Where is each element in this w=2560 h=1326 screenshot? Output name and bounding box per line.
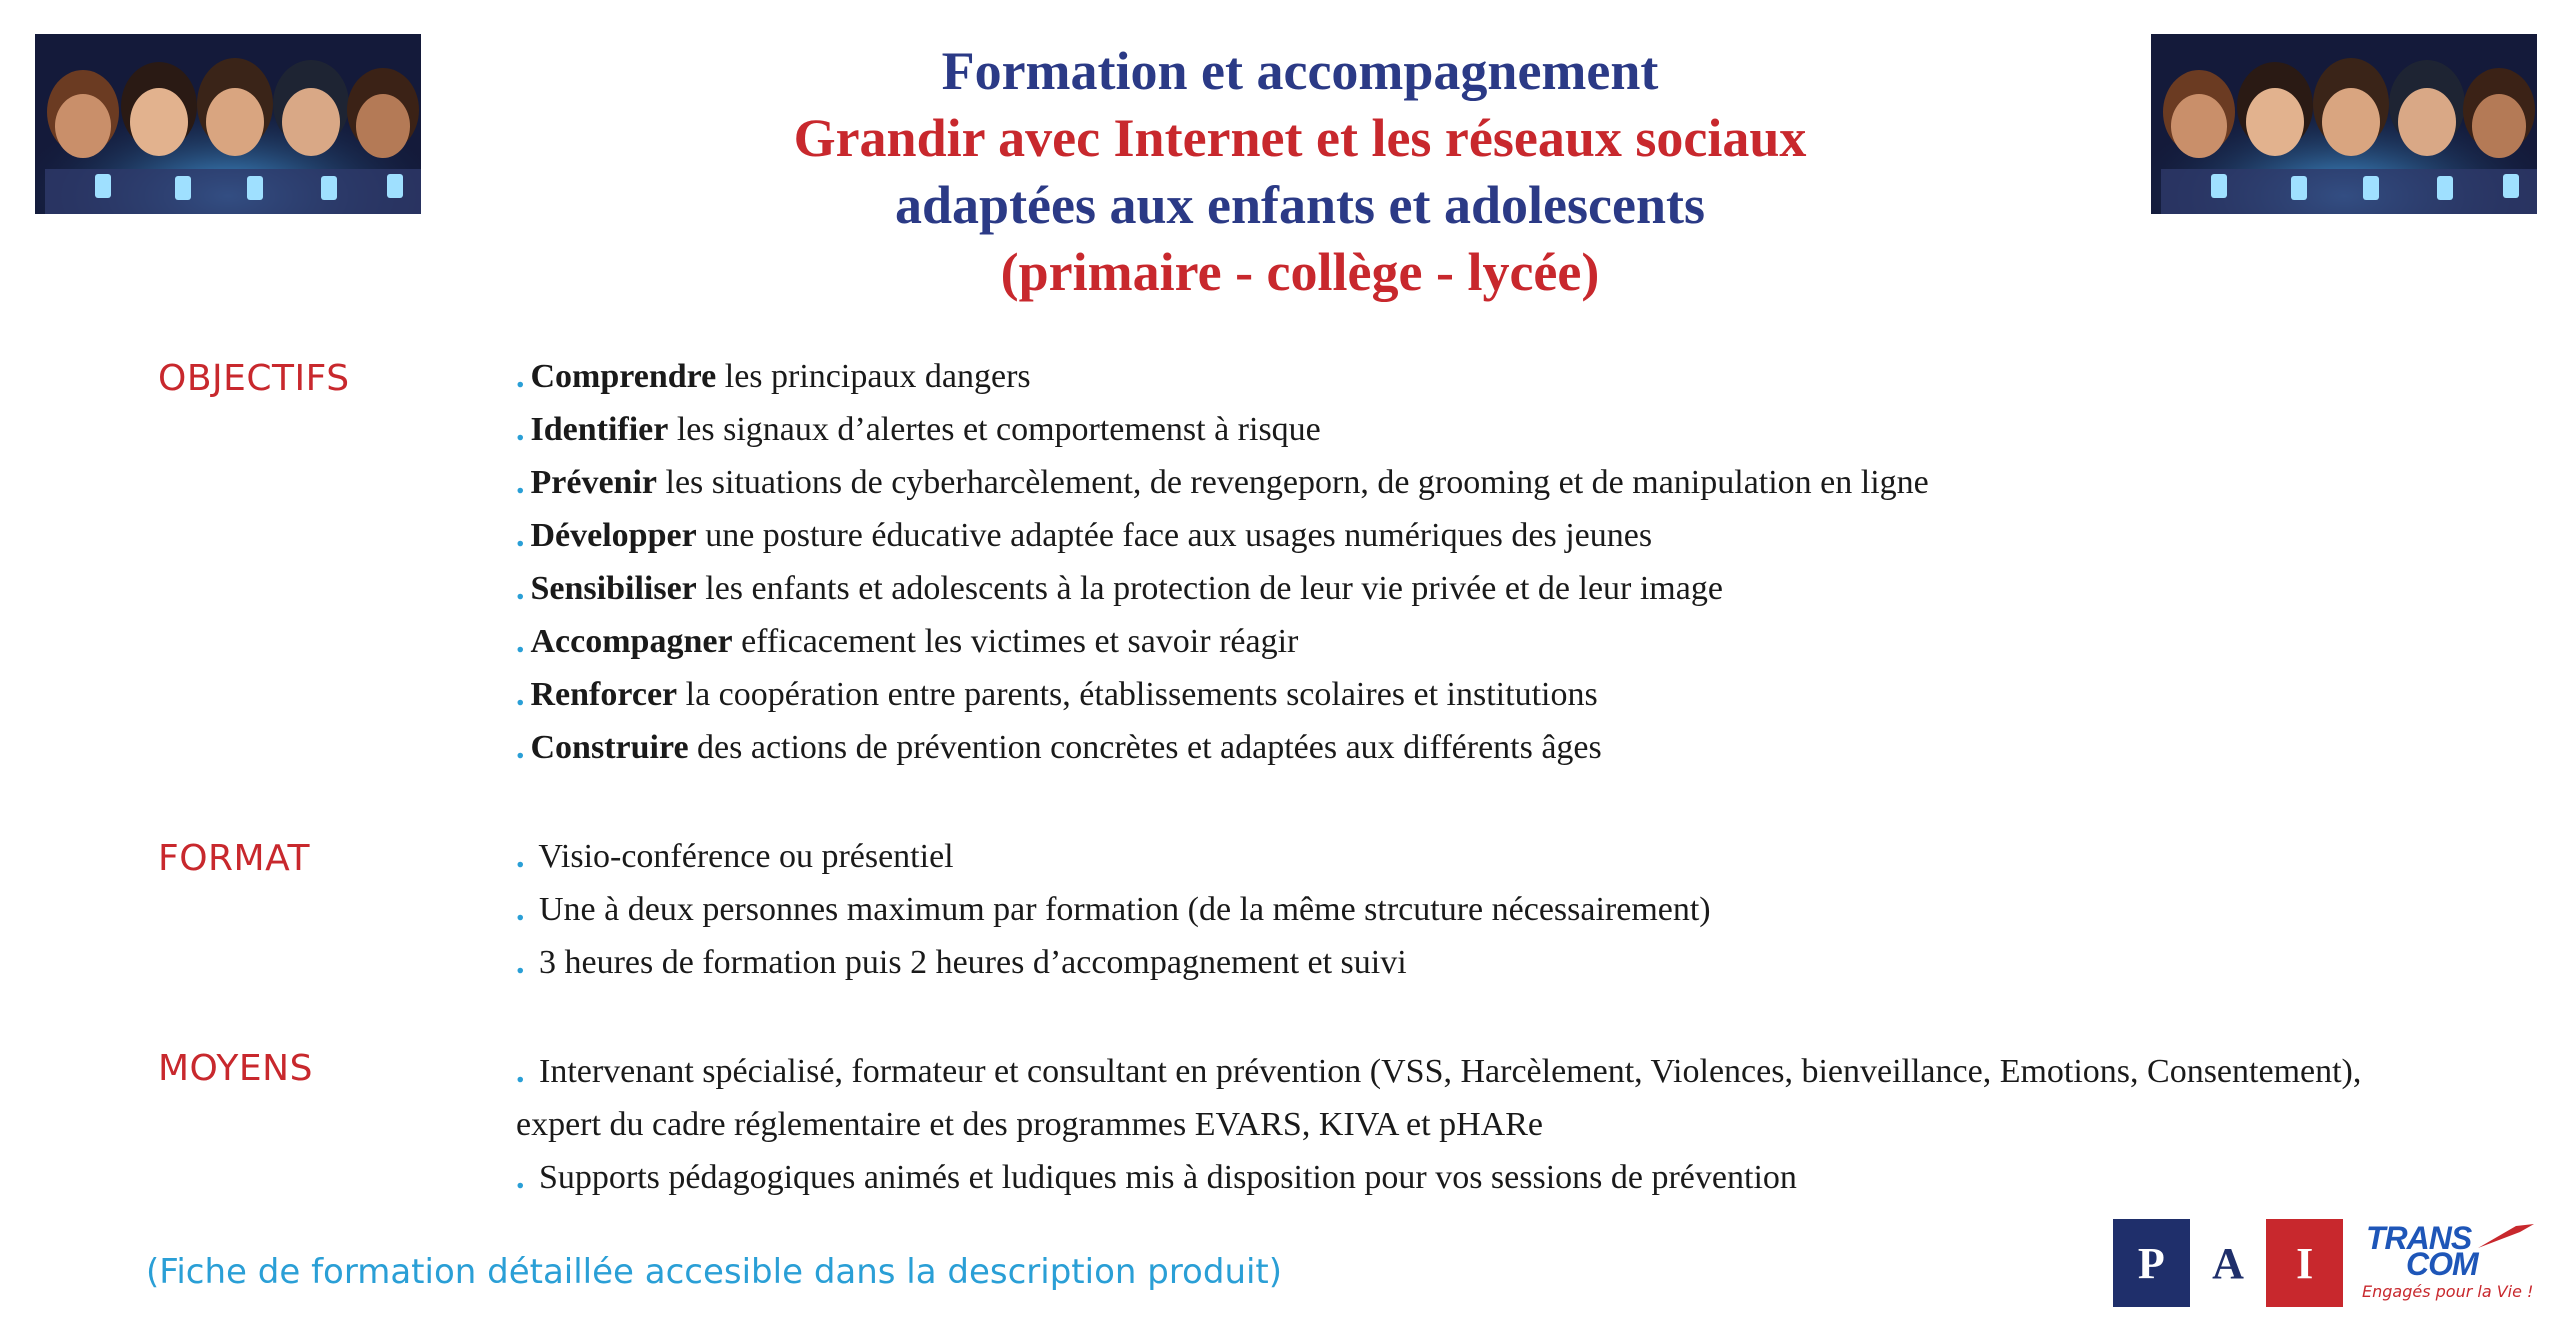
objectif-item [516,562,2386,615]
bullet-dot: . [516,358,525,395]
objectif-text: les enfants et adolescents à la protection de leur vie privée et de leur image [696,570,1723,607]
children-phones-illustration-icon [2151,34,2537,214]
title-line-4: (primaire - collège - lycée) [1000,242,1600,302]
objectif-item [516,403,2386,456]
transcom-slogan: Engagés pour la Vie ! [2362,1282,2534,1301]
footer-note: (Fiche de formation détaillée accesible dans la description produit) [146,1252,1283,1292]
bullet-dot: . [516,1053,525,1090]
transcom-swoosh-icon [2476,1222,2536,1252]
moyens-list [516,1045,2396,1204]
moyens-text: Supports pédagogiques animés et ludiques mis à disposition pour vos sessions de prévention [530,1159,1797,1196]
objectif-text: les situations de cyberharcèlement, de revengeporn, de grooming et de manipulation en ligne [657,464,1929,501]
objectif-item [516,668,2386,721]
objectif-keyword: Construire [530,729,689,766]
bullet-dot: . [516,464,525,501]
objectif-text: les principaux dangers [716,358,1031,395]
objectifs-list [516,350,2386,774]
children-phones-illustration-icon [35,34,421,214]
section-label-objectifs: OBJECTIFS [158,358,350,399]
bullet-dot: . [516,1159,525,1196]
transcom-line-1: TRANS [2366,1220,2472,1256]
format-text: Une à deux personnes maximum par formation (de la même strcuture nécessairement) [530,891,1711,928]
objectif-keyword: Comprendre [530,358,717,395]
bullet-dot: . [516,838,525,875]
pai-logo [2113,1219,2343,1307]
bullet-dot: . [516,729,525,766]
bullet-dot: . [516,676,525,713]
format-item [516,830,2386,883]
objectif-item [516,350,2386,403]
objectif-text: la coopération entre parents, établissements scolaires et institutions [677,676,1598,713]
title-line-1: Formation et accompagnement [941,41,1659,101]
objectif-keyword: Sensibiliser [530,570,697,607]
pai-letter-i: I [2266,1219,2343,1307]
format-text: Visio-conférence ou présentiel [530,838,954,875]
objectif-item [516,509,2386,562]
bullet-dot: . [516,944,525,981]
format-text: 3 heures de formation puis 2 heures d’accompagnement et suivi [530,944,1407,981]
title-line-2: Grandir avec Internet et les réseaux sociaux [793,108,1807,168]
bullet-dot: . [516,891,525,928]
objectif-text: les signaux d’alertes et comportemenst à risque [668,411,1321,448]
objectif-keyword: Renforcer [530,676,678,713]
bullet-dot: . [516,570,525,607]
children-phones-image-right [2151,34,2537,214]
objectif-keyword: Prévenir [530,464,657,501]
transcom-line-2: COM [2406,1246,2478,1282]
objectif-text: efficacement les victimes et savoir réagir [732,623,1299,660]
title-line-3: adaptées aux enfants et adolescents [895,175,1705,235]
format-item [516,883,2386,936]
section-label-format: FORMAT [158,838,310,879]
moyens-item [516,1045,2396,1151]
objectif-keyword: Accompagner [530,623,733,660]
objectif-item [516,456,2386,509]
transcom-logo [2358,1218,2538,1308]
objectif-item [516,721,2386,774]
format-list [516,830,2386,989]
section-label-moyens: MOYENS [158,1048,313,1089]
format-item [516,936,2386,989]
moyens-text: Intervenant spécialisé, formateur et consultant en prévention (VSS, Harcèlement, Violences, bienveillance, Emotions, Consentement), expert du cadre réglementaire et des programmes EVARS, KIVA et pHARe [516,1053,2362,1143]
bullet-dot: . [516,623,525,660]
bullet-dot: . [516,411,525,448]
objectif-keyword: Développer [530,517,697,554]
pai-letter-a: A [2190,1219,2267,1307]
objectif-text: une posture éducative adaptée face aux usages numériques des jeunes [696,517,1653,554]
pai-letter-p: P [2113,1219,2190,1307]
objectif-text: des actions de prévention concrètes et adaptées aux différents âges [688,729,1602,766]
moyens-item [516,1151,2396,1204]
bullet-dot: . [516,517,525,554]
title-block [500,38,2100,306]
objectif-keyword: Identifier [530,411,669,448]
objectif-item [516,615,2386,668]
children-phones-image-left [35,34,421,214]
